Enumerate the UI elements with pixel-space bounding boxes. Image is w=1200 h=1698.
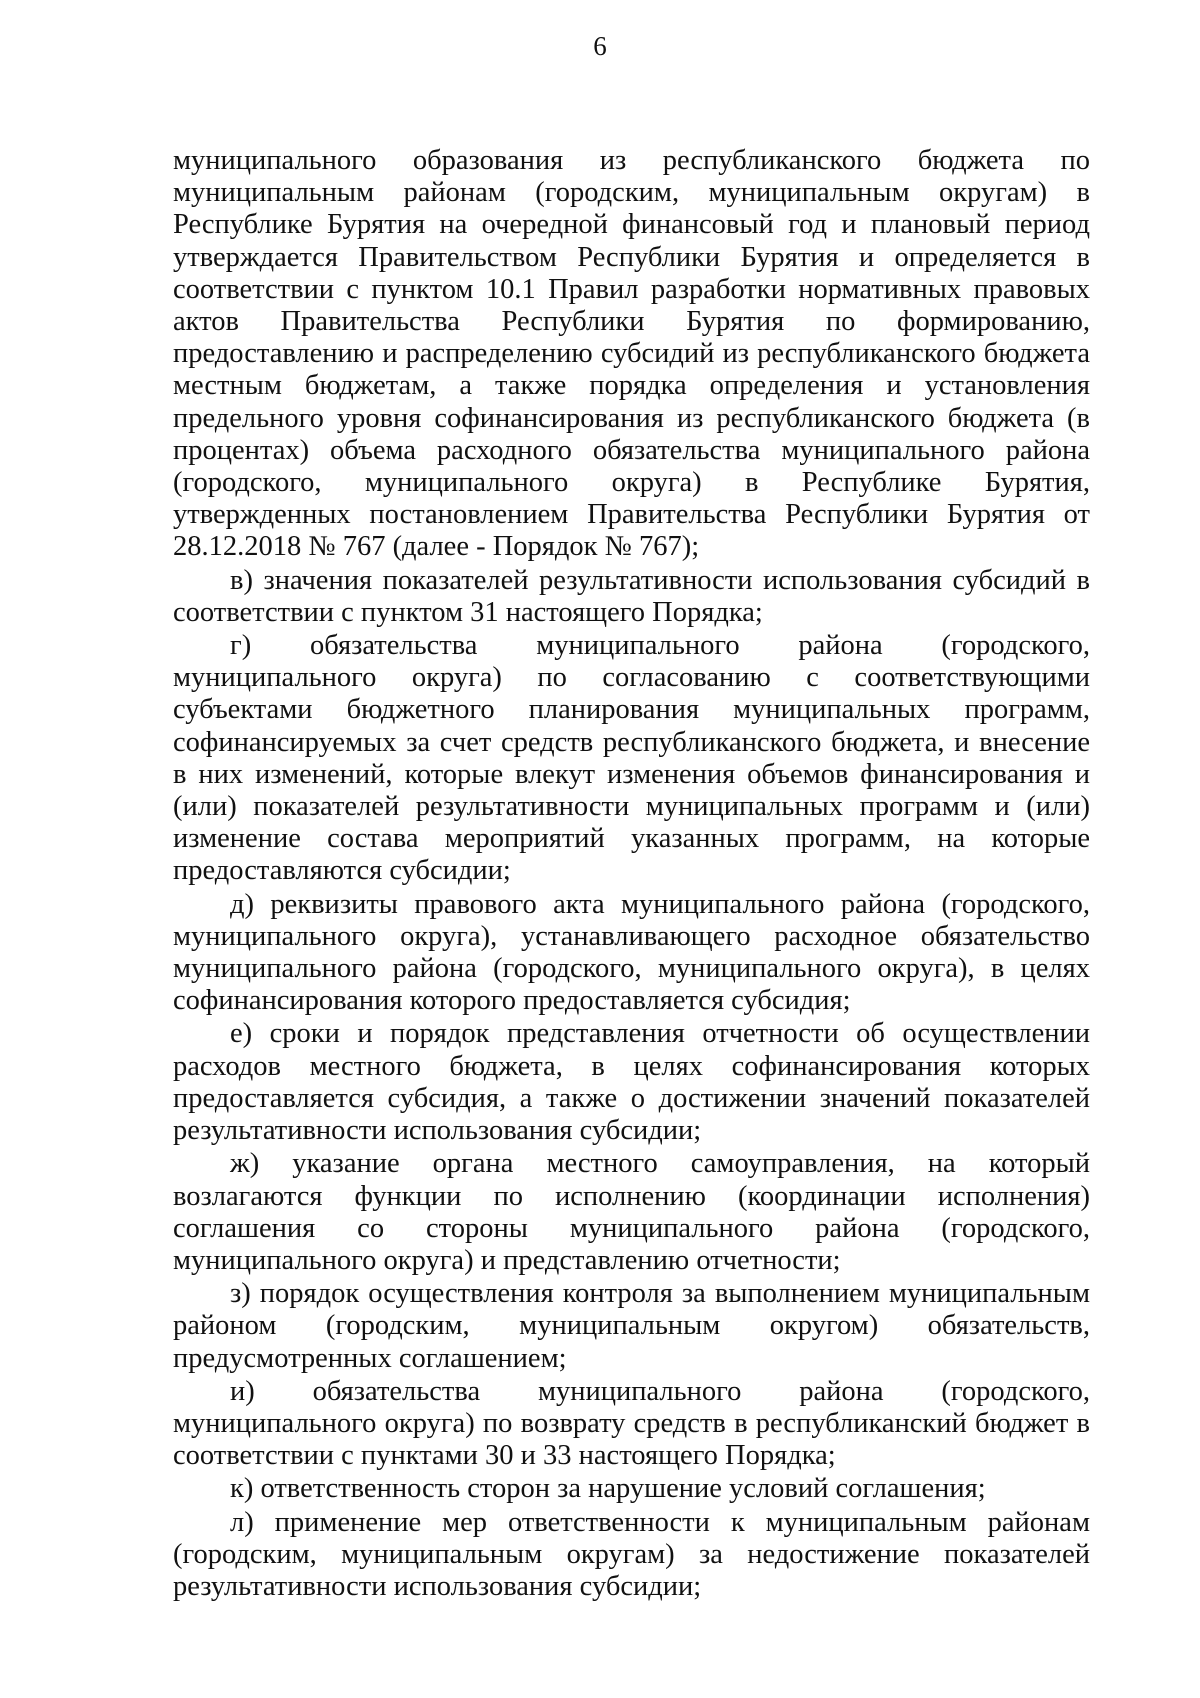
paragraph-item-v: в) значения показателей результативности использования субсидий в соответствии с пунктом 31 настоящего Порядка; xyxy=(173,564,1090,628)
page-number: 6 xyxy=(593,31,607,61)
paragraph-item-e: е) сроки и порядок представления отчетности об осуществлении расходов местного бюджета, в целях софинансирования которых предоставляется субсидия, а также о достижении значений показателей результативности использования субсидии; xyxy=(173,1018,1090,1147)
paragraph-item-i: и) обязательства муниципального района (городского, муниципального округа) по возврату средств в республиканский бюджет в соответствии с пунктами 30 и 33 настоящего Порядка; xyxy=(173,1375,1090,1472)
paragraph-item-k: к) ответственность сторон за нарушение условий соглашения; xyxy=(230,1473,986,1505)
paragraph-item-z: з) порядок осуществления контроля за выполнением муниципальным районом (городским, муниципальным округом) обязательств, предусмотренных соглашением; xyxy=(173,1278,1090,1374)
paragraph-continuation: муниципального образования из республиканского бюджета по муниципальным районам (городским, муниципальным округам) в Республике Бурятия на очередной финансовый год и плановый период утверждается Правительством Республики Бурятия и определяется в соответствии с пунктом 10.1 Правил разработки нормативных правовых актов Правительства Республики Бурятия по формированию, предоставлению и распределению субсидий из республиканского бюджета местным бюджетам, а также порядка определения и установления предельного уровня софинансирования из республиканского бюджета (в процентах) объема расходного обязательства муниципального района (городского, муниципального округа) в Республике Бурятия, утвержденных постановлением Правительства Республики Бурятия от 28.12.2018 № 767 (далее - Порядок № 767); xyxy=(173,145,1090,563)
paragraph-item-l: л) применение мер ответственности к муниципальным районам (городским, муниципальным округам) за недостижение показателей результативности использования субсидии; xyxy=(173,1506,1090,1602)
paragraph-item-d: д) реквизиты правового акта муниципального района (городского, муниципального округа), устанавливающего расходное обязательство муниципального района (городского, муниципального округа), в целях софинансирования которого предоставляется субсидия; xyxy=(173,888,1090,1017)
document-body xyxy=(173,145,1090,1603)
paragraph-item-g: г) обязательства муниципального района (городского, муниципального округа) по согласованию с соответствующими субъектами бюджетного планирования муниципальных программ, софинансируемых за счет средств республиканского бюджета, и внесение в них изменений, которые влекут изменения объемов финансирования и (или) показателей результативности муниципальных программ и (или) изменение состава мероприятий указанных программ, на которые предоставляются субсидии; xyxy=(173,630,1090,887)
paragraph-item-zh: ж) указание органа местного самоуправления, на который возлагаются функции по исполнению (координации исполнения) соглашения со стороны муниципального района (городского, муниципального округа) и представлению отчетности; xyxy=(173,1148,1090,1276)
